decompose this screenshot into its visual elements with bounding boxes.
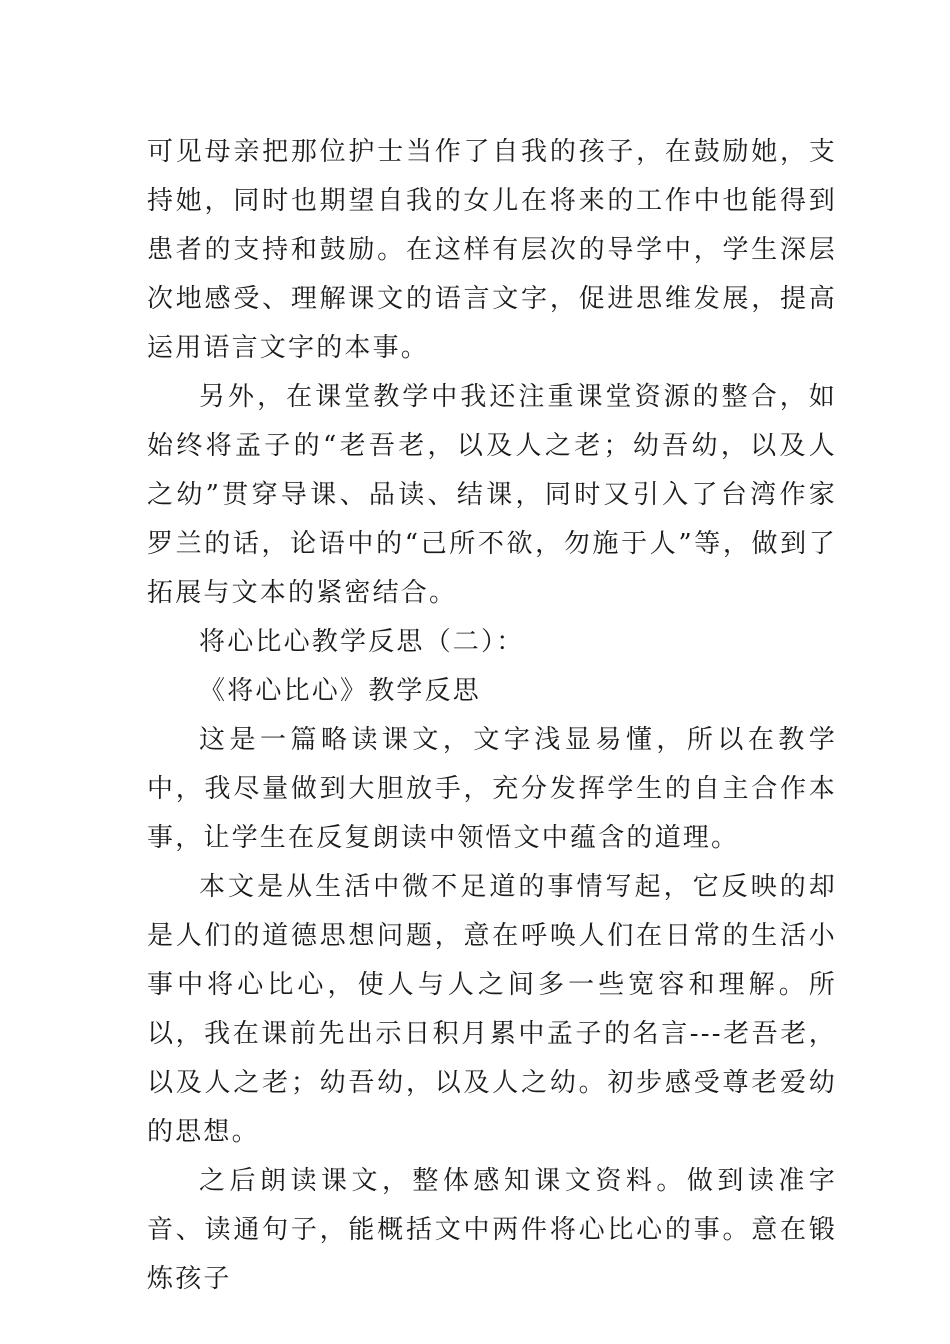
document-body — [147, 128, 837, 1304]
paragraph-1: 可见母亲把那位护士当作了自我的孩子，在鼓励她，支持她，同时也期望自我的女儿在将来的工作中也能得到患者的支持和鼓励。在这样有层次的导学中，学生深层次地感受、理解课文的语言文字，促进思维发展，提高运用语言文字的本事。 — [147, 137, 837, 363]
paragraph-4: 本文是从生活中微不足道的事情写起，它反映的却是人们的道德思想问题，意在呼唤人们在日常的生活小事中将心比心，使人与人之间多一些宽容和理解。所以，我在课前先出示日积月累中孟子的名言---老吾老，以及人之老；幼吾幼，以及人之幼。初步感受尊老爱幼的思想。 — [147, 872, 837, 1147]
paragraph-3: 这是一篇略读课文，文字浅显易懂，所以在教学中，我尽量做到大胆放手，充分发挥学生的自主合作本事，让学生在反复朗读中领悟文中蕴含的道理。 — [147, 725, 837, 853]
section-title: 《将心比心》教学反思 — [199, 676, 482, 706]
paragraph-2: 另外，在课堂教学中我还注重课堂资源的整合，如始终将孟子的“老吾老，以及人之老；幼吾幼，以及人之幼”贯穿导课、品读、结课，同时又引入了台湾作家罗兰的话，论语中的“己所不欲，勿施于人”等，做到了拓展与文本的紧密结合。 — [147, 382, 837, 608]
section-heading: 将心比心教学反思（二）： — [199, 627, 525, 657]
paragraph-5: 之后朗读课文，整体感知课文资料。做到读准字音、读通句子，能概括文中两件将心比心的事。意在锻炼孩子 — [147, 1166, 837, 1294]
